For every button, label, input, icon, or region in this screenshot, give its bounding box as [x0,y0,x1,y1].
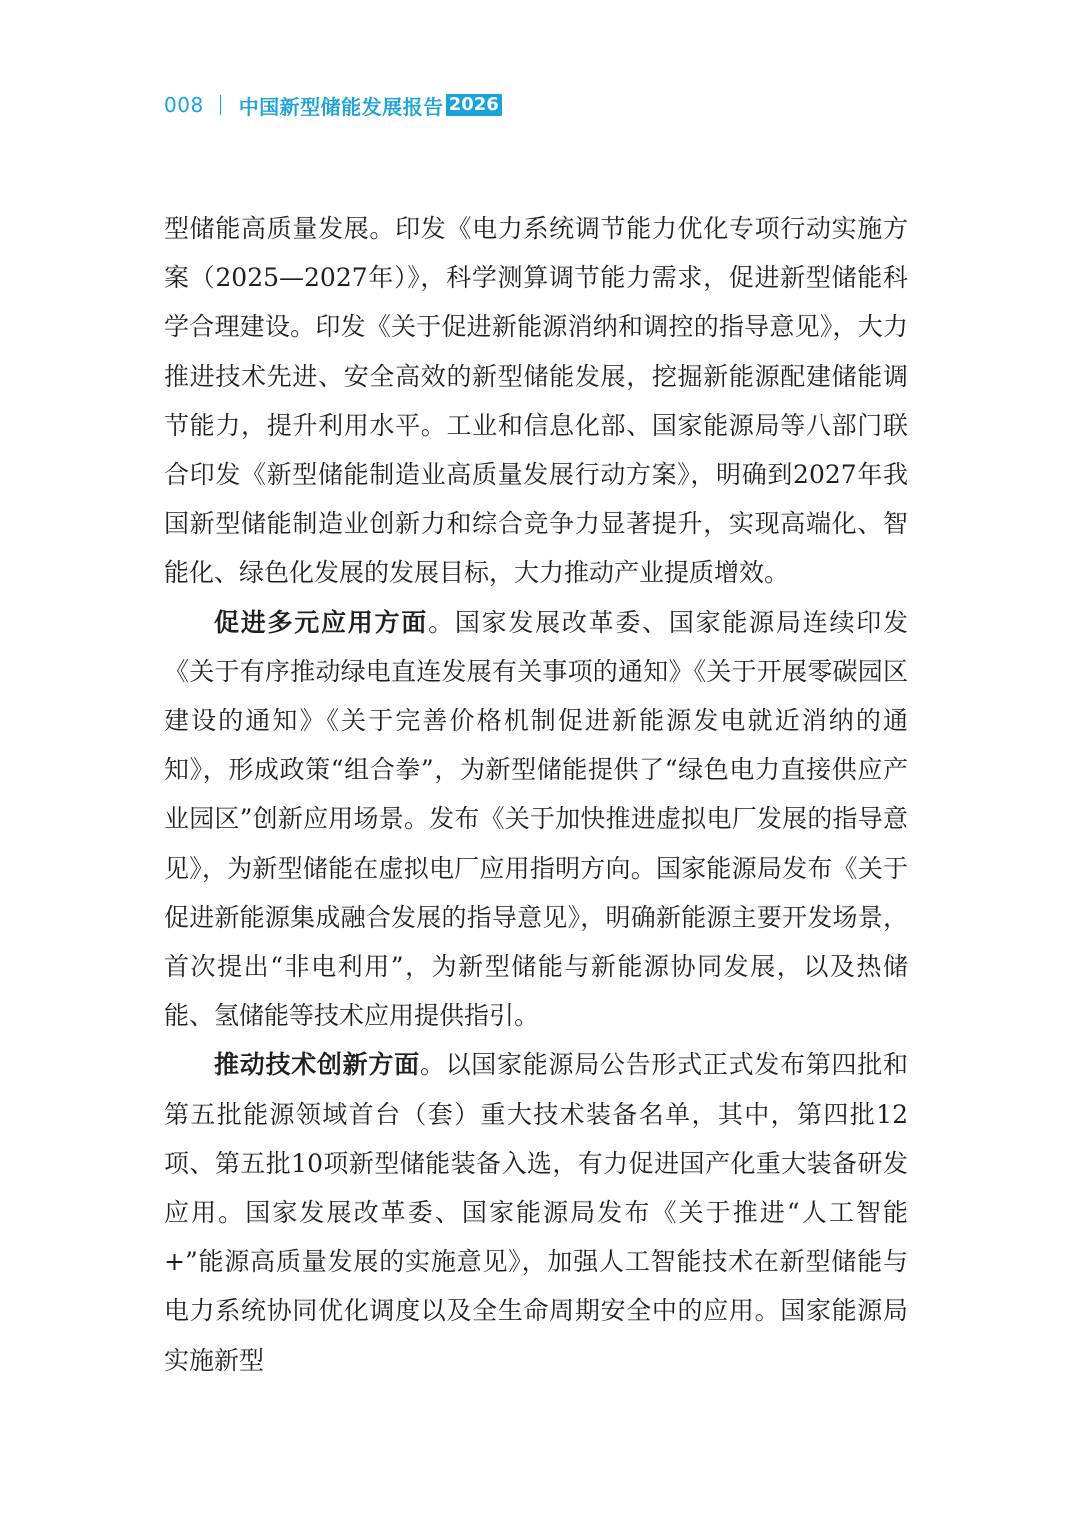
paragraph-lead: 推动技术创新方面 [214,1050,420,1080]
paragraph-technology-innovation [164,1040,908,1384]
header-divider [220,95,221,115]
paragraph-lead: 促进多元应用方面 [214,607,429,637]
paragraph-text: 。以国家能源局公告形式正式发布第四批和第五批能源领域首台（套）重大技术装备名单，其中，第四批12项、第五批10项新型储能装备入选，有力促进国产化重大装备研发应用。国家发展改革委、国家能源局发布《关于推进“人工智能+”能源高质量发展的实施意见》，加强人工智能技术在新型储能与电力系统协同优化调度以及全生命周期安全中的应用。国家能源局实施新型 [164,1050,908,1375]
paragraph-continuation [164,204,908,598]
paragraph-text: 型储能高质量发展。印发《电力系统调节能力优化专项行动实施方案（2025—2027年）》，科学测算调节能力需求，促进新型储能科学合理建设。印发《关于促进新能源消纳和调控的指导意见》，大力推进技术先进、安全高效的新型储能发展，挖掘新能源配建储能调节能力，提升利用水平。工业和信息化部、国家能源局等八部门联合印发《新型储能制造业高质量发展行动方案》，明确到2027年我国新型储能制造业创新力和综合竞争力显著提升，实现高端化、智能化、绿色化发展的发展目标，大力推动产业提质增效。 [164,214,908,588]
paragraph-diversified-applications [164,598,908,1041]
report-title: 中国新型储能发展报告 [238,94,444,119]
body-text [164,204,908,1385]
year-badge: 2026 [446,94,502,116]
page-number: 008 [164,93,204,117]
running-header [164,88,502,122]
paragraph-text: 。国家发展改革委、国家能源局连续印发《关于有序推动绿电直连发展有关事项的通知》《关于开展零碳园区建设的通知》《关于完善价格机制促进新能源发电就近消纳的通知》，形成政策“组合拳”，为新型储能提供了“绿色电力直接供应产业园区”创新应用场景。发布《关于加快推进虚拟电厂发展的指导意见》，为新型储能在虚拟电厂应用指明方向。国家能源局发布《关于促进新能源集成融合发展的指导意见》，明确新能源主要开发场景，首次提出“非电利用”，为新型储能与新能源协同发展，以及热储能、氢储能等技术应用提供指引。 [164,607,908,1031]
